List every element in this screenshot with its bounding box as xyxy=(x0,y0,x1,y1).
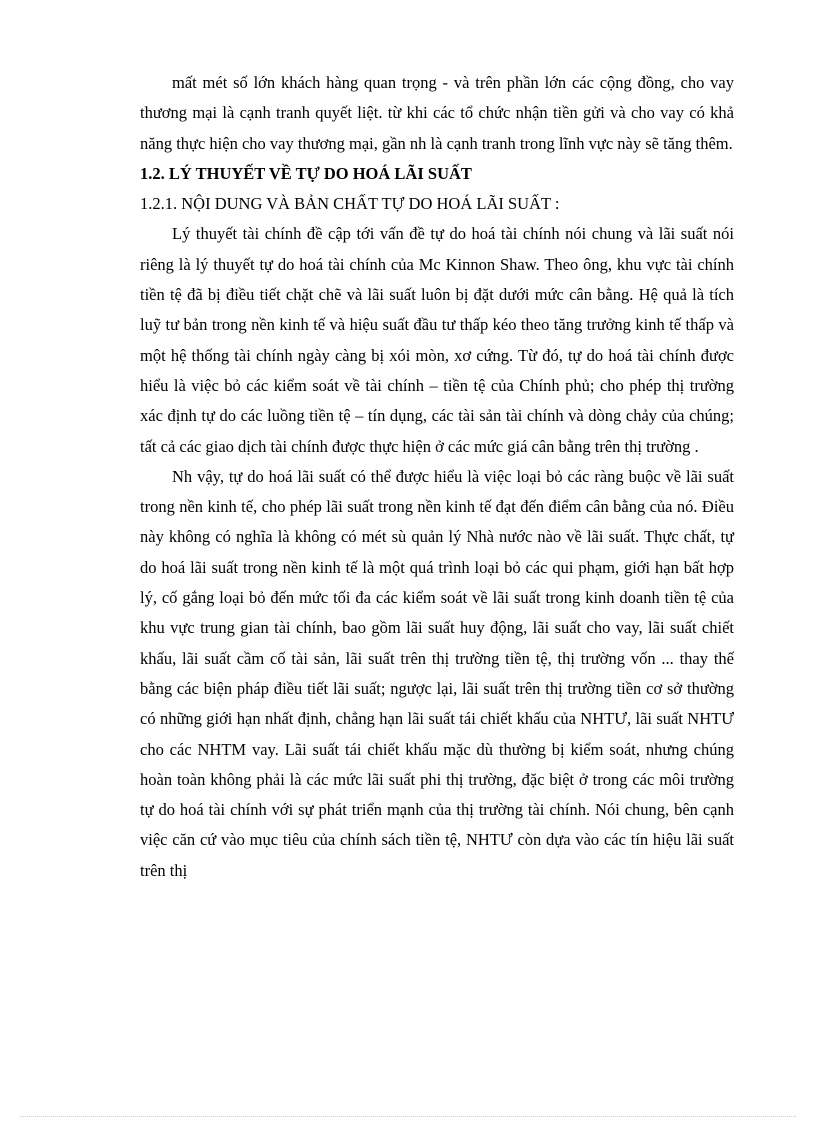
body-paragraph-1: Lý thuyết tài chính đề cập tới vấn đề tự do hoá tài chính nói chung và lãi suất nói riêng là lý thuyết tự do hoá tài chính của Mc Kinnon Shaw. Theo ông, khu vực tài chính tiền tệ đã bị điều tiết chặt chẽ và lãi suất luôn bị đặt dưới mức cân bằng. Hệ quả là tích luỹ tư bản trong nền kinh tế và hiệu suất đầu tư thấp kéo theo tăng trưởng kinh tế thấp và một hệ thống tài chính ngày càng bị xói mòn, xơ cứng. Từ đó, tự do hoá tài chính được hiểu là việc bỏ các kiểm soát về tài chính – tiền tệ của Chính phủ; cho phép thị trường xác định tự do các luồng tiền tệ – tín dụng, các tài sản tài chính và dòng chảy của chúng; tất cả các giao dịch tài chính được thực hiện ở các mức giá cân bằng trên thị trường . xyxy=(140,224,734,456)
document-body xyxy=(140,68,734,886)
section-heading: 1.2. LÝ THUYẾT VỀ TỰ DO HOÁ LÃI SUẤT xyxy=(140,163,472,183)
body-paragraph-2: Nh vậy, tự do hoá lãi suất có thể được hiểu là việc loại bỏ các ràng buộc về lãi suất trong nền kinh tế, cho phép lãi suất trong nền kinh tế đạt đến điểm cân bằng của nó. Điều này không có nghĩa là không có mét sù quản lý Nhà nước nào về lãi suất. Thực chất, tự do hoá lãi suất trong nền kinh tế là một quá trình loại bỏ các qui phạm, giới hạn bất hợp lý, cố gắng loại bỏ đến mức tối đa các kiểm soát về lãi suất trong kinh doanh tiền tệ của khu vực trung gian tài chính, bao gồm lãi suất huy động, lãi suất cho vay, lãi suất chiết khấu, lãi suất cầm cố tài sản, lãi suất trên thị trường tiền tệ, thị trường vốn ... thay thế bằng các biện pháp điều tiết lãi suất; ngược lại, lãi suất trên thị trường tiền cơ sở thường có những giới hạn nhất định, chẳng hạn lãi suất tái chiết khấu của NHTƯ, lãi suất NHTƯ cho các NHTM vay. Lãi suất tái chiết khấu mặc dù thường bị kiểm soát, nhưng chúng hoàn toàn không phải là các mức lãi suất phi thị trường, đặc biệt ở trong các môi trường tự do hoá tài chính với sự phát triển mạnh của thị trường tài chính. Nói chung, bên cạnh việc căn cứ vào mục tiêu của chính sách tiền tệ, NHTƯ còn dựa vào các tín hiệu lãi suất trên thị xyxy=(140,466,734,880)
sub-heading: 1.2.1. NỘI DUNG VÀ BẢN CHẤT TỰ DO HOÁ LÃI SUẤT : xyxy=(140,194,560,214)
page-bottom-rule xyxy=(20,1116,796,1117)
intro-paragraph: mất mét số lớn khách hàng quan trọng - và trên phần lớn các cộng đồng, cho vay thương mại là cạnh tranh quyết liệt. từ khi các tổ chức nhận tiền gửi và cho vay có khả năng thực hiện cho vay thương mại, gần nh là cạnh tranh trong lĩnh vực này sẽ tăng thêm. xyxy=(140,73,734,153)
